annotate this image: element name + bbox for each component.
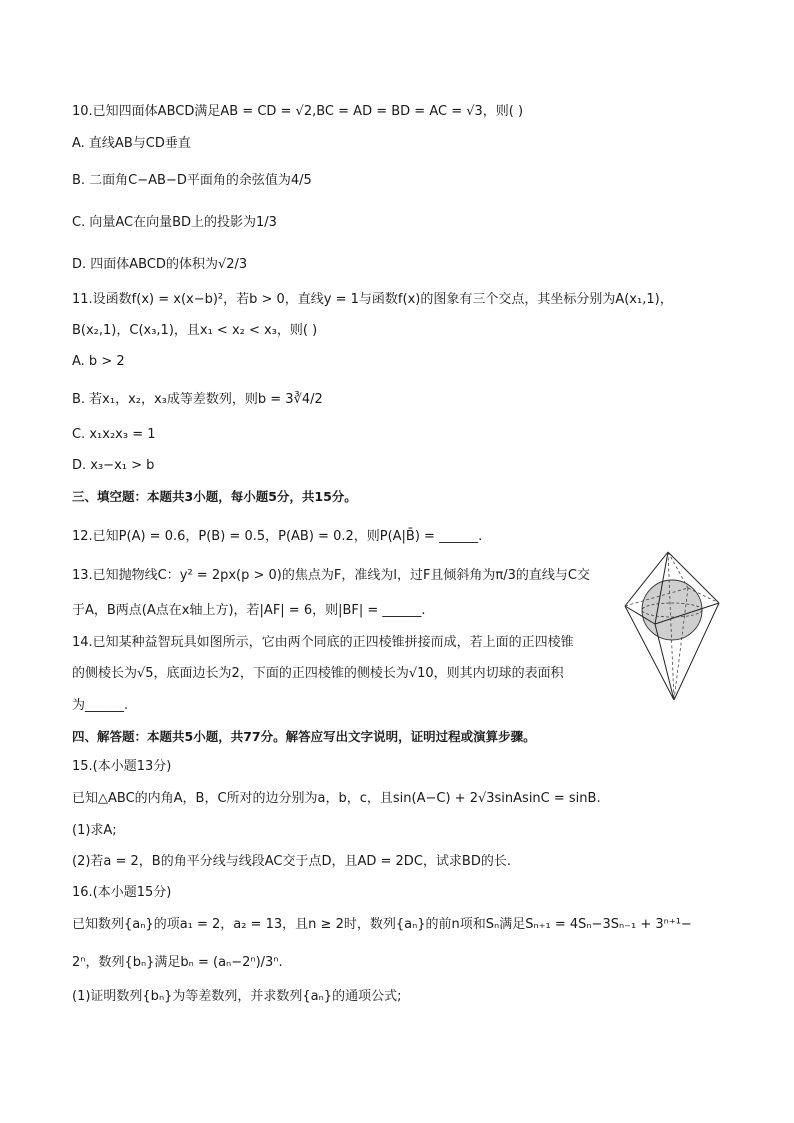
q11-stem-line-1: 11.设函数f(x) = x(x−b)²，若b > 0，直线y = 1与函数f(x)的图象有三个交点，其坐标分别为A(x₁,1)， (72, 292, 673, 307)
q12: 12.已知P(A) = 0.6，P(B) = 0.5，P(AB) = 0.2，则P(A|B̄) = ______. (72, 529, 483, 544)
q16-part-1: (1)证明数列{bₙ}为等差数列，并求数列{aₙ}的通项公式; (72, 989, 402, 1004)
q11-option-a: A. b > 2 (72, 354, 125, 369)
q10-option-b: B. 二面角C−AB−D平面角的余弦值为4/5 (72, 173, 312, 188)
bipyramid-with-inscribed-sphere-figure (622, 548, 722, 704)
q11-option-b: B. 若x₁，x₂，x₃成等差数列，则b = 3∛4/2 (72, 392, 323, 407)
q15-heading: 15.(本小题13分) (72, 759, 172, 774)
q16-stem-line-1: 已知数列{aₙ}的项a₁ = 2，a₂ = 13，且n ≥ 2时，数列{aₙ}的前n项和Sₙ满足Sₙ₊₁ = 4Sₙ−3Sₙ₋₁ + 3ⁿ⁺¹− (72, 917, 692, 932)
q13-line-1: 13.已知抛物线C：y² = 2px(p > 0)的焦点为F，准线为l，过F且倾斜角为π/3的直线与C交 (72, 568, 590, 583)
q10-option-d: D. 四面体ABCD的体积为√2/3 (72, 257, 248, 272)
q15-part-2: (2)若a = 2，B的角平分线与线段AC交于点D，且AD = 2DC，试求BD的长. (72, 854, 511, 869)
q10-stem: 10.已知四面体ABCD满足AB = CD = √2,BC = AD = BD = AC = √3，则( ) (72, 104, 524, 119)
q14-line-1: 14.已知某种益智玩具如图所示，它由两个同底的正四棱锥拼接而成，若上面的正四棱锥 (72, 635, 574, 650)
section-3-heading: 三、填空题：本题共3小题，每小题5分，共15分。 (72, 489, 357, 504)
q16-heading: 16.(本小题15分) (72, 885, 172, 900)
section-4-heading: 四、解答题：本题共5小题，共77分。解答应写出文字说明，证明过程或演算步骤。 (72, 729, 536, 744)
q15-part-1: (1)求A; (72, 823, 117, 838)
q15-stem: 已知△ABC的内角A，B，C所对的边分别为a，b，c，且sin(A−C) + 2√3sinAsinC = sinB. (72, 791, 601, 806)
q10-option-c: C. 向量AC在向量BD上的投影为1/3 (72, 215, 277, 230)
inscribed-sphere (642, 580, 702, 640)
q10-option-a: A. 直线AB与CD垂直 (72, 136, 191, 151)
q14-line-3: 为______. (72, 698, 129, 713)
q11-option-c: C. x₁x₂x₃ = 1 (72, 427, 156, 442)
q13-line-2: 于A，B两点(A点在x轴上方)，若|AF| = 6，则|BF| = ______. (72, 603, 426, 618)
q11-option-d: D. x₃−x₁ > b (72, 458, 155, 473)
q11-stem-line-2: B(x₂,1)，C(x₃,1)，且x₁ < x₂ < x₃，则( ) (72, 323, 318, 338)
q16-stem-line-2: 2ⁿ，数列{bₙ}满足bₙ = (aₙ−2ⁿ)/3ⁿ. (72, 955, 283, 970)
q14-line-2: 的侧棱长为√5，底面边长为2，下面的正四棱锥的侧棱长为√10，则其内切球的表面积 (72, 666, 564, 681)
